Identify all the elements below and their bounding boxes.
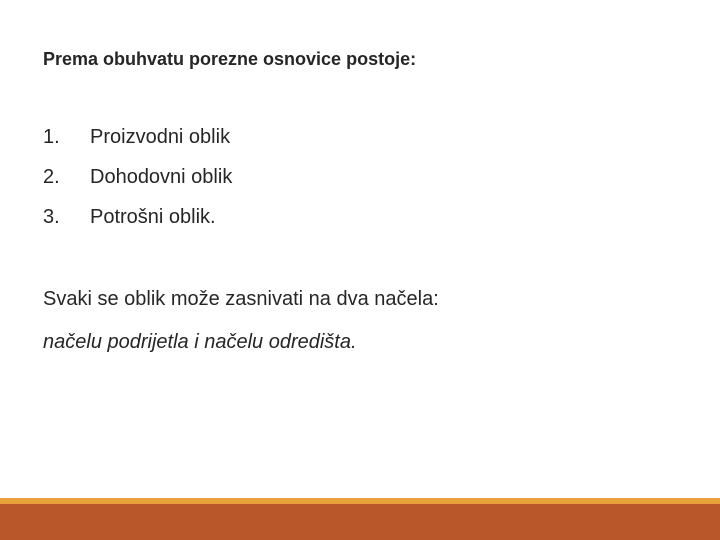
list-item xyxy=(43,200,232,240)
paragraph-line-1: Svaki se oblik može zasnivati na dva načela: xyxy=(43,288,439,310)
paragraph xyxy=(43,282,439,359)
list-item xyxy=(43,160,232,200)
list-item xyxy=(43,120,232,160)
paragraph-line-2: načelu podrijetla i načelu odredišta. xyxy=(43,331,357,353)
slide-heading: Prema obuhvatu porezne osnovice postoje: xyxy=(43,49,417,69)
list-item-number: 1. xyxy=(43,126,60,148)
list-item-text: Dohodovni oblik xyxy=(90,166,233,188)
list-item-number: 2. xyxy=(43,166,60,188)
list-item-number: 3. xyxy=(43,206,60,228)
list-item-text: Potrošni oblik. xyxy=(90,206,216,228)
list-item-text: Proizvodni oblik xyxy=(90,126,231,148)
footer-bar xyxy=(0,504,720,540)
numbered-list xyxy=(43,120,232,240)
